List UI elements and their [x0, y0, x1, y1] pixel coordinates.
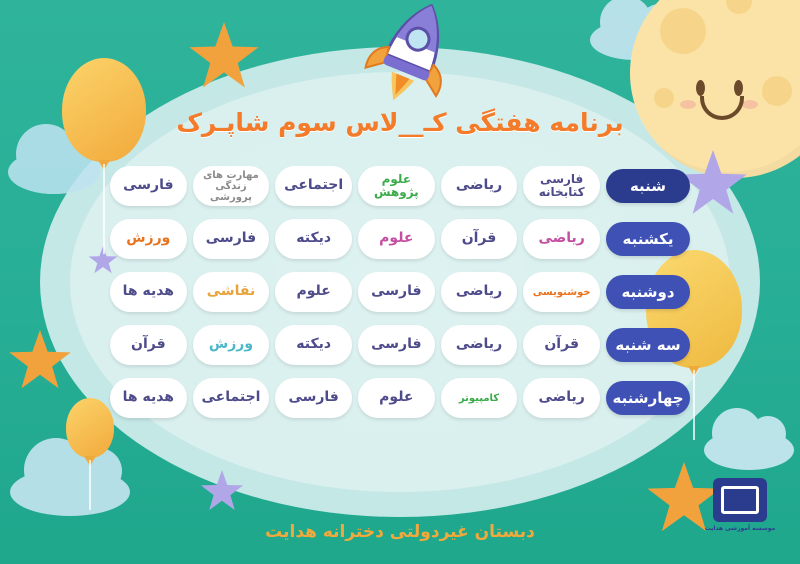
- logo-caption: موسسه آموزشی هدایت: [704, 525, 776, 532]
- lesson-cell: دیکته: [275, 219, 352, 259]
- lesson-cell: علوم: [358, 219, 435, 259]
- lesson-cell: ریاضی: [523, 378, 600, 418]
- table-row: [110, 375, 690, 421]
- lesson-cell: اجتماعی: [275, 166, 352, 206]
- lesson-cell: علوم پژوهش: [358, 166, 435, 206]
- moon-eye: [734, 80, 743, 96]
- lesson-cell: ریاضی: [441, 166, 518, 206]
- moon-eye: [696, 80, 705, 96]
- school-logo: [698, 478, 782, 550]
- balloon-icon: [66, 398, 114, 458]
- day-label-sunday: یکشنبه: [606, 222, 690, 256]
- lesson-cell: ورزش: [110, 219, 187, 259]
- moon-crater: [762, 76, 792, 106]
- lesson-cell: مهارت های زندگی پرورشی: [193, 166, 270, 206]
- logo-mark-icon: [713, 478, 767, 522]
- cloud-icon: [704, 430, 794, 470]
- lesson-cell: فارسی کتابخانه: [523, 166, 600, 206]
- lesson-cell: کامپیوتر: [441, 378, 518, 418]
- lesson-cell: قرآن: [441, 219, 518, 259]
- lesson-cell: قرآن: [523, 325, 600, 365]
- lesson-cell: فارسی: [358, 272, 435, 312]
- lesson-cell: هدیه ها: [110, 272, 187, 312]
- lesson-cell: اجتماعی: [193, 378, 270, 418]
- schedule-table: [110, 163, 690, 421]
- lesson-cell: علوم: [275, 272, 352, 312]
- cloud-icon: [10, 468, 130, 516]
- lesson-cell: خوشنویسی: [523, 272, 600, 312]
- lesson-cell: ریاضی: [441, 325, 518, 365]
- rocket-icon: [352, 0, 472, 114]
- lesson-cell: فارسی: [193, 219, 270, 259]
- lesson-cell: فارسی: [358, 325, 435, 365]
- lesson-cell: ورزش: [193, 325, 270, 365]
- lesson-cell: ریاضی: [441, 272, 518, 312]
- table-row: [110, 163, 690, 209]
- lesson-cell: نقاشی: [193, 272, 270, 312]
- moon-crater: [660, 8, 706, 54]
- day-label-wednesday: چهارشنبه: [606, 381, 690, 415]
- lesson-cell: ریاضی: [523, 219, 600, 259]
- table-row: [110, 216, 690, 262]
- lesson-cell: علوم: [358, 378, 435, 418]
- day-label-monday: دوشنبه: [606, 275, 690, 309]
- table-row: [110, 322, 690, 368]
- table-row: [110, 269, 690, 315]
- lesson-cell: دیکته: [275, 325, 352, 365]
- lesson-cell: هدیه ها: [110, 378, 187, 418]
- school-name: دبستان غیردولتی دخترانه هدایت: [265, 522, 535, 542]
- moon-crater: [726, 0, 752, 14]
- day-label-saturday: شنبه: [606, 169, 690, 203]
- day-label-tuesday: سه شنبه: [606, 328, 690, 362]
- moon-crater: [654, 88, 674, 108]
- lesson-cell: قرآن: [110, 325, 187, 365]
- page-title: برنامه هفتگی کـ__لاس سوم شاپـرک: [176, 108, 624, 137]
- lesson-cell: فارسی: [110, 166, 187, 206]
- lesson-cell: فارسی: [275, 378, 352, 418]
